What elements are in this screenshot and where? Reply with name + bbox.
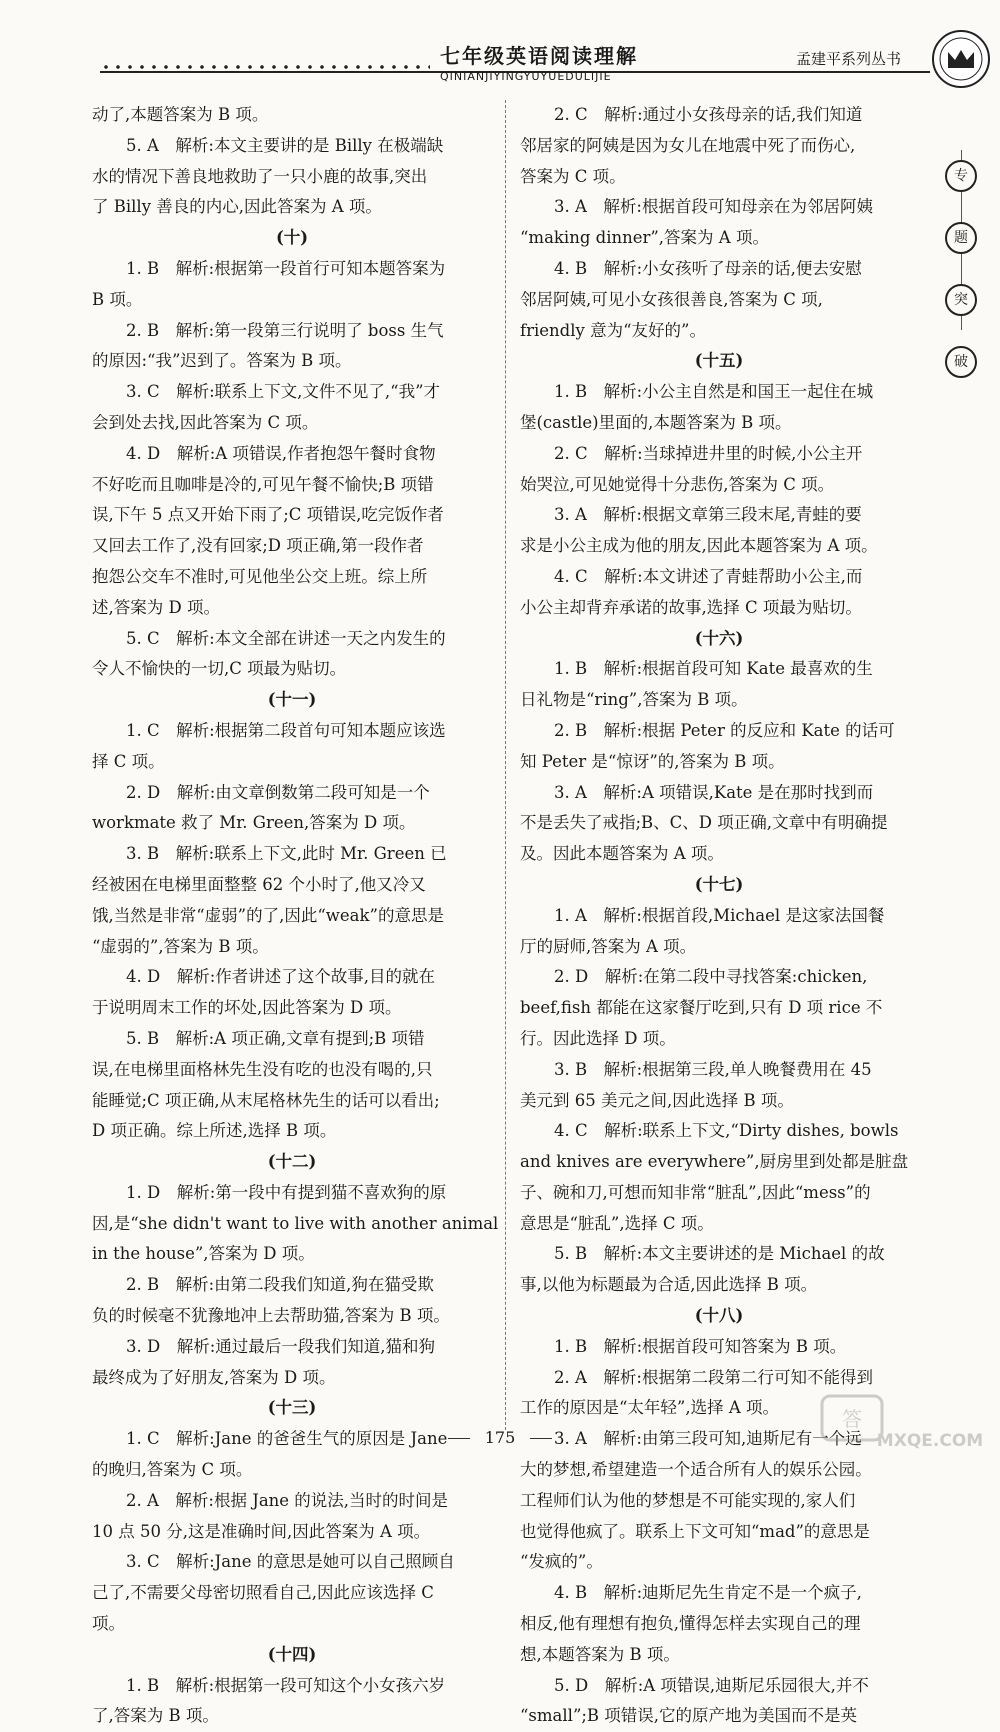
- answer-line: 项。: [92, 1614, 125, 1634]
- answer-line: 择 C 项。: [92, 751, 165, 771]
- answer-line: 3. A 解析:根据首段可知母亲在为邻居阿姨: [554, 197, 873, 217]
- page-number: 175: [484, 1428, 516, 1447]
- answer-line: 邻居阿姨,可见小女孩很善良,答案为 C 项,: [520, 289, 823, 309]
- answer-line: 1. C 解析:Jane 的爸爸生气的原因是 Jane: [126, 1429, 448, 1449]
- answer-line: 大的梦想,希望建造一个适合所有人的娱乐公园。: [520, 1460, 872, 1480]
- answer-line: 动了,本题答案为 B 项。: [92, 105, 269, 124]
- answer-line: 不好吃而且咖啡是冷的,可见午餐不愉快;B 项错: [92, 474, 434, 494]
- answer-line: 不是丢失了戒指;B、C、D 项正确,文章中有明确提: [520, 813, 888, 833]
- answer-line: beef,fish 都能在这家餐厅吃到,只有 D 项 rice 不: [520, 998, 883, 1018]
- answer-line: 了 Billy 善良的内心,因此答案为 A 项。: [92, 197, 382, 217]
- answer-line: “虚弱的”,答案为 B 项。: [92, 936, 269, 956]
- answer-line: 求是小公主成为他的朋友,因此本题答案为 A 项。: [520, 536, 878, 556]
- svg-text:答: 答: [842, 1407, 862, 1431]
- answer-line: 误,在电梯里面格林先生没有吃的也没有喝的,只: [92, 1059, 433, 1079]
- answer-line: 3. B 解析:联系上下文,此时 Mr. Green 已: [126, 844, 447, 864]
- series-name: 孟建平系列丛书: [796, 50, 902, 68]
- answer-line: 始哭泣,可见她觉得十分悲伤,答案为 C 项。: [520, 474, 835, 494]
- answer-line: 3. C 解析:联系上下文,文件不见了,“我”才: [126, 382, 441, 402]
- answer-line: 2. C 解析:当球掉进井里的时候,小公主开: [554, 443, 863, 463]
- answer-line: 误,下午 5 点又开始下雨了;C 项错误,吃完饭作者: [92, 505, 444, 525]
- answer-line: 2. A 解析:根据 Jane 的说法,当时的时间是: [126, 1490, 449, 1510]
- side-tag: 突: [945, 284, 977, 316]
- answer-line: 4. B 解析:迪斯尼先生肯定不是一个疯子,: [554, 1583, 862, 1603]
- answer-line: 也觉得他疯了。联系上下文可知“mad”的意思是: [520, 1521, 870, 1541]
- answer-line: 3. B 解析:根据第三段,单人晚餐费用在 45: [554, 1059, 872, 1079]
- section-heading: (十): [275, 228, 309, 248]
- answer-line: 5. D 解析:A 项错误,迪斯尼乐园很大,并不: [554, 1675, 869, 1695]
- answer-line: D 项正确。综上所述,选择 B 项。: [92, 1121, 337, 1141]
- answer-column-left: [92, 100, 499, 1732]
- answer-line: 2. B 解析:由第二段我们知道,狗在猫受欺: [126, 1275, 434, 1295]
- answer-line: 4. D 解析:作者讲述了这个故事,目的就在: [126, 967, 436, 987]
- answer-line: 2. C 解析:通过小女孩母亲的话,我们知道: [554, 105, 863, 124]
- answer-column-right: [520, 100, 918, 1732]
- section-heading: (十一): [267, 690, 317, 710]
- book-title: 七年级英语阅读理解: [440, 44, 638, 68]
- answer-line: 3. C 解析:Jane 的意思是她可以自己照顾自: [126, 1552, 455, 1572]
- footer-dash-left: [448, 1438, 470, 1439]
- series-logo-icon: [930, 28, 992, 90]
- header-dot-rule: [100, 64, 430, 70]
- column-divider: [505, 100, 506, 1430]
- answer-line: 又回去工作了,没有回家;D 项正确,第一段作者: [92, 536, 424, 556]
- answer-line: 子、碗和刀,可想而知非常“脏乱”,因此“mess”的: [520, 1182, 871, 1202]
- answer-line: workmate 救了 Mr. Green,答案为 D 项。: [92, 813, 416, 833]
- answer-line: 5. C 解析:本文全部在讲述一天之内发生的: [126, 628, 446, 648]
- answer-line: 5. B 解析:A 项正确,文章有提到;B 项错: [126, 1028, 425, 1048]
- answer-line: 小公主却背弃承诺的故事,选择 C 项最为贴切。: [520, 597, 862, 617]
- answer-line: 1. B 解析:根据第一段首行可知本题答案为: [126, 258, 446, 278]
- answer-line: 1. B 解析:根据首段可知 Kate 最喜欢的生: [554, 659, 873, 679]
- answer-line: 4. B 解析:小女孩听了母亲的话,便去安慰: [554, 258, 862, 278]
- answer-line: 1. A 解析:根据首段,Michael 是这家法国餐: [554, 905, 885, 925]
- answer-line: 5. B 解析:本文主要讲述的是 Michael 的故: [554, 1244, 885, 1264]
- answer-line: 3. D 解析:通过最后一段我们知道,猫和狗: [126, 1336, 436, 1356]
- answer-line: 会到处去找,因此答案为 C 项。: [92, 412, 319, 432]
- section-heading: (十四): [267, 1644, 317, 1664]
- answer-line: 最终成为了好朋友,答案为 D 项。: [92, 1367, 336, 1387]
- answer-line: 于说明周末工作的坏处,因此答案为 D 项。: [92, 998, 402, 1018]
- answer-line: 因,是“she didn't want to live with another animal: [92, 1213, 499, 1233]
- side-tag: 题: [945, 222, 977, 254]
- book-title-pinyin: QINIANJIYINGYUYUEDULIJIE: [440, 70, 612, 83]
- answer-line: 了,答案为 B 项。: [92, 1706, 219, 1726]
- answer-line: 4. C 解析:本文讲述了青蛙帮助小公主,而: [554, 566, 863, 586]
- page-header: [0, 0, 1000, 100]
- answer-line: and knives are everywhere”,厨房里到处都是脏盘: [520, 1152, 909, 1172]
- answer-line: 美元到 65 美元之间,因此选择 B 项。: [520, 1090, 794, 1110]
- answer-line: 能睡觉;C 项正确,从末尾格林先生的话可以看出;: [92, 1090, 440, 1110]
- answer-line: “making dinner”,答案为 A 项。: [520, 228, 769, 248]
- section-heading: (十八): [694, 1306, 744, 1326]
- side-tag-group: [945, 160, 977, 408]
- answer-line: 想,本题答案为 B 项。: [520, 1644, 680, 1664]
- answer-line: 1. D 解析:第一段中有提到猫不喜欢狗的原: [126, 1182, 447, 1202]
- answer-line: 1. B 解析:根据第一段可知这个小女孩六岁: [126, 1675, 446, 1695]
- section-heading: (十六): [694, 628, 744, 648]
- answer-line: 2. B 解析:根据 Peter 的反应和 Kate 的话可: [554, 720, 895, 740]
- side-tag: 专: [945, 160, 977, 192]
- section-heading: (十五): [694, 351, 744, 371]
- answer-line: in the house”,答案为 D 项。: [92, 1244, 315, 1264]
- answer-line: 知 Peter 是“惊讶”的,答案为 B 项。: [520, 751, 785, 771]
- answer-line: 3. A 解析:根据文章第三段末尾,青蛙的要: [554, 505, 862, 525]
- watermark-logo: [820, 1392, 990, 1452]
- answer-line: 负的时候毫不犹豫地冲上去帮助猫,答案为 B 项。: [92, 1306, 450, 1326]
- answer-line: 经被困在电梯里面整整 62 个小时了,他又冷又: [92, 874, 426, 894]
- side-tag: 破: [945, 346, 977, 378]
- answer-line: 厅的厨师,答案为 A 项。: [520, 936, 697, 956]
- answer-line: 4. D 解析:A 项错误,作者抱怨午餐时食物: [126, 443, 436, 463]
- answer-line: B 项。: [92, 289, 143, 309]
- answer-line: 2. D 解析:由文章倒数第二段可知是一个: [126, 782, 430, 802]
- svg-text:MXQE.COM: MXQE.COM: [876, 1431, 984, 1451]
- answer-line: 日礼物是“ring”,答案为 B 项。: [520, 690, 748, 710]
- answer-line: 工程师们认为他的梦想是不可能实现的,家人们: [520, 1490, 856, 1510]
- answer-line: 饿,当然是非常“虚弱”的了,因此“weak”的意思是: [92, 905, 444, 925]
- answer-line: 工作的原因是“太年轻”,选择 A 项。: [520, 1398, 780, 1418]
- answer-line: friendly 意为“友好的”。: [520, 320, 706, 340]
- answer-line: 抱怨公交车不准时,可见他坐公交上班。综上所: [92, 566, 428, 586]
- answer-line: 邻居家的阿姨是因为女儿在地震中死了而伤心,: [520, 135, 856, 155]
- answer-line: 意思是“脏乱”,选择 C 项。: [520, 1213, 714, 1233]
- answer-line: 4. C 解析:联系上下文,“Dirty dishes, bowls: [554, 1121, 899, 1141]
- answer-line: 3. A 解析:A 项错误,Kate 是在那时找到而: [554, 782, 874, 802]
- footer-dash-right: [530, 1438, 552, 1439]
- answer-line: 2. B 解析:第一段第三行说明了 boss 生气: [126, 320, 444, 340]
- answer-line: 1. B 解析:根据首段可知答案为 B 项。: [554, 1336, 847, 1356]
- answer-line: 2. A 解析:根据第二段第二行可知不能得到: [554, 1367, 873, 1387]
- answer-line: “发疯的”。: [520, 1552, 603, 1572]
- answer-line: 2. D 解析:在第二段中寻找答案:chicken,: [554, 967, 868, 987]
- answer-line: 相反,他有理想有抱负,懂得怎样去实现自己的理: [520, 1614, 861, 1634]
- answer-line: 令人不愉快的一切,C 项最为贴切。: [92, 659, 347, 679]
- answer-line: 1. C 解析:根据第二段首句可知本题应该选: [126, 720, 446, 740]
- answer-line: 行。因此选择 D 项。: [520, 1028, 676, 1048]
- section-heading: (十二): [267, 1152, 317, 1172]
- answer-line: 堡(castle)里面的,本题答案为 B 项。: [520, 412, 792, 432]
- answer-line: 答案为 C 项。: [520, 166, 626, 186]
- answer-line: 10 点 50 分,这是准确时间,因此答案为 A 项。: [92, 1521, 431, 1541]
- section-heading: (十七): [694, 874, 744, 894]
- answer-line: 事,以他为标题最为合适,因此选择 B 项。: [520, 1275, 818, 1295]
- answer-line: 的晚归,答案为 C 项。: [92, 1460, 253, 1480]
- answer-line: 及。因此本题答案为 A 项。: [520, 844, 724, 864]
- answer-line: 水的情况下善良地救助了一只小鹿的故事,突出: [92, 166, 428, 186]
- answer-line: 5. A 解析:本文主要讲的是 Billy 在极端缺: [126, 135, 444, 155]
- answer-line: 的原因:“我”迟到了。答案为 B 项。: [92, 351, 352, 371]
- answer-line: 述,答案为 D 项。: [92, 597, 220, 617]
- answer-line: 1. B 解析:小公主自然是和国王一起住在城: [554, 382, 874, 402]
- section-heading: (十三): [267, 1398, 317, 1418]
- answer-line: “small”;B 项错误,它的原产地为美国而不是英: [520, 1706, 858, 1726]
- answer-line: 3. A 解析:由第三段可知,迪斯尼有一个远: [554, 1429, 862, 1449]
- answer-line: 己了,不需要父母密切照看自己,因此应该选择 C: [92, 1583, 434, 1603]
